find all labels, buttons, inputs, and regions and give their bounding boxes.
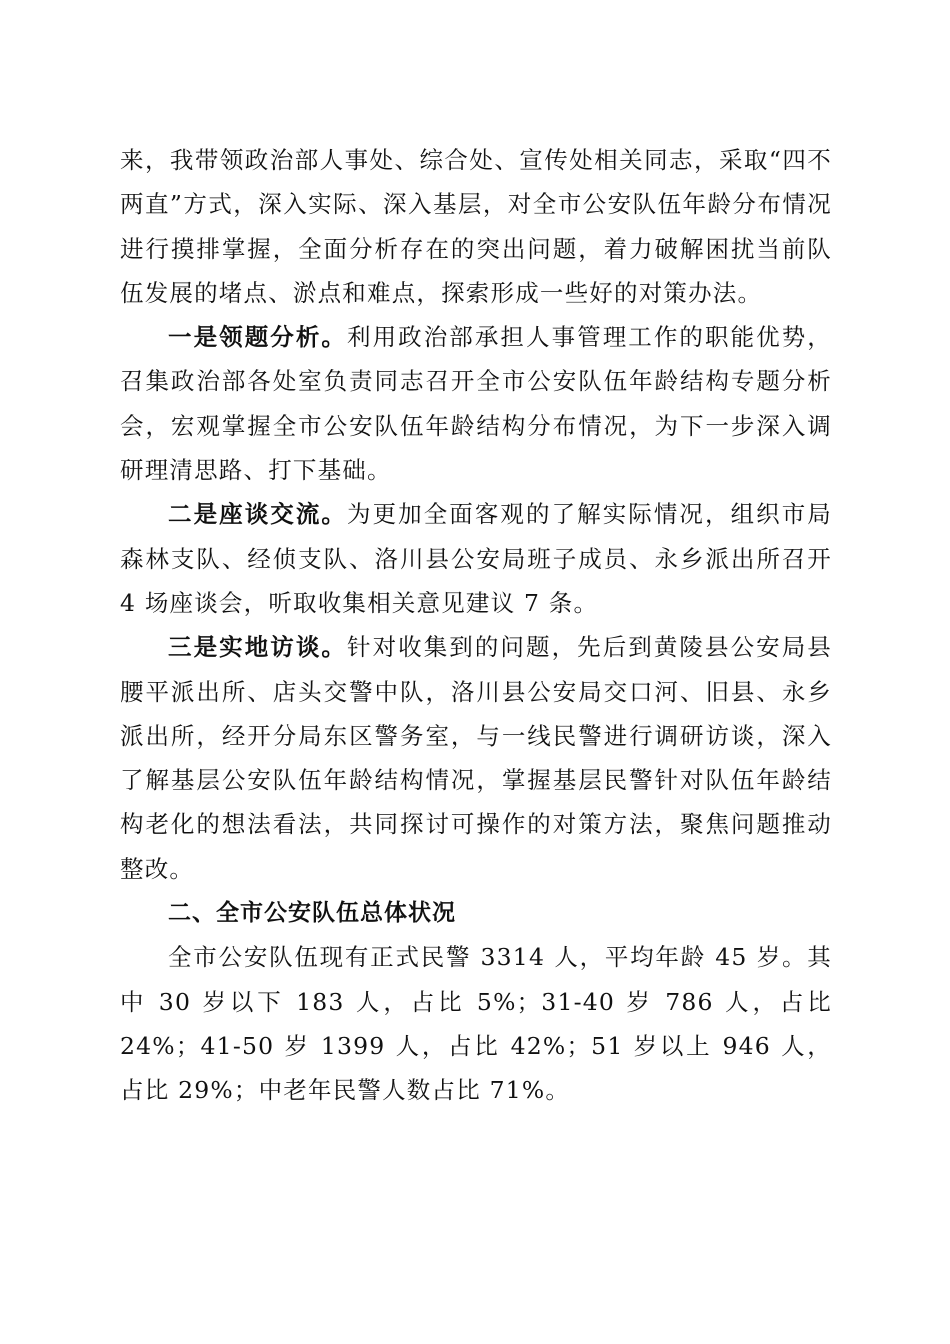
intro-text: 来，我带领政治部人事处、综合处、宣传处相关同志，采取“四不两直”方式，深入实际、深入基层，对全市公安队伍年龄分布情况进行摸排掌握，全面分析存在的突出问题，着力破解困扰当前队伍发展的堵点、淤点和难点，探索形成一些好的对策办法。 bbox=[120, 146, 832, 307]
document-page bbox=[120, 138, 832, 1113]
paragraph-lead-field-interview: 三是实地访谈。 bbox=[168, 633, 347, 662]
section-paragraph-text: 全市公安队伍现有正式民警 3314 人，平均年龄 45 岁。其中 30 岁以下 183 人，占比 5%；31-40 岁 786 人，占比 24%；41-50 岁 1399 人，占比 42%；51 岁以上 946 人，占比 29%；中老年民警人数占比 71%。 bbox=[120, 943, 832, 1105]
paragraph-lead-topic-analysis: 一是领题分析。 bbox=[168, 323, 347, 352]
paragraph-text-discussion: 为更加全面客观的了解实际情况，组织市局森林支队、经侦支队、洛川县公安局班子成员、永乡派出所召开 4 场座谈会，听取收集相关意见建议 7 条。 bbox=[120, 500, 832, 617]
paragraph-topic-analysis bbox=[120, 315, 832, 492]
paragraph-lead-discussion: 二是座谈交流。 bbox=[168, 500, 347, 529]
intro-paragraph bbox=[120, 138, 832, 315]
paragraph-text-topic-analysis: 利用政治部承担人事管理工作的职能优势，召集政治部各处室负责同志召开全市公安队伍年龄结构专题分析会，宏观掌握全市公安队伍年龄结构分布情况，为下一步深入调研理清思路、打下基础。 bbox=[120, 323, 832, 485]
section-paragraph bbox=[120, 935, 832, 1112]
paragraph-field-interview bbox=[120, 625, 832, 891]
paragraph-discussion bbox=[120, 492, 832, 625]
section-heading: 二、全市公安队伍总体状况 bbox=[168, 900, 456, 927]
paragraph-text-field-interview: 针对收集到的问题，先后到黄陵县公安局县腰平派出所、店头交警中队，洛川县公安局交口河、旧县、永乡派出所，经开分局东区警务室，与一线民警进行调研访谈，深入了解基层公安队伍年龄结构情况，掌握基层民警针对队伍年龄结构老化的想法看法，共同探讨可操作的对策方法，聚焦问题推动整改。 bbox=[120, 633, 832, 883]
